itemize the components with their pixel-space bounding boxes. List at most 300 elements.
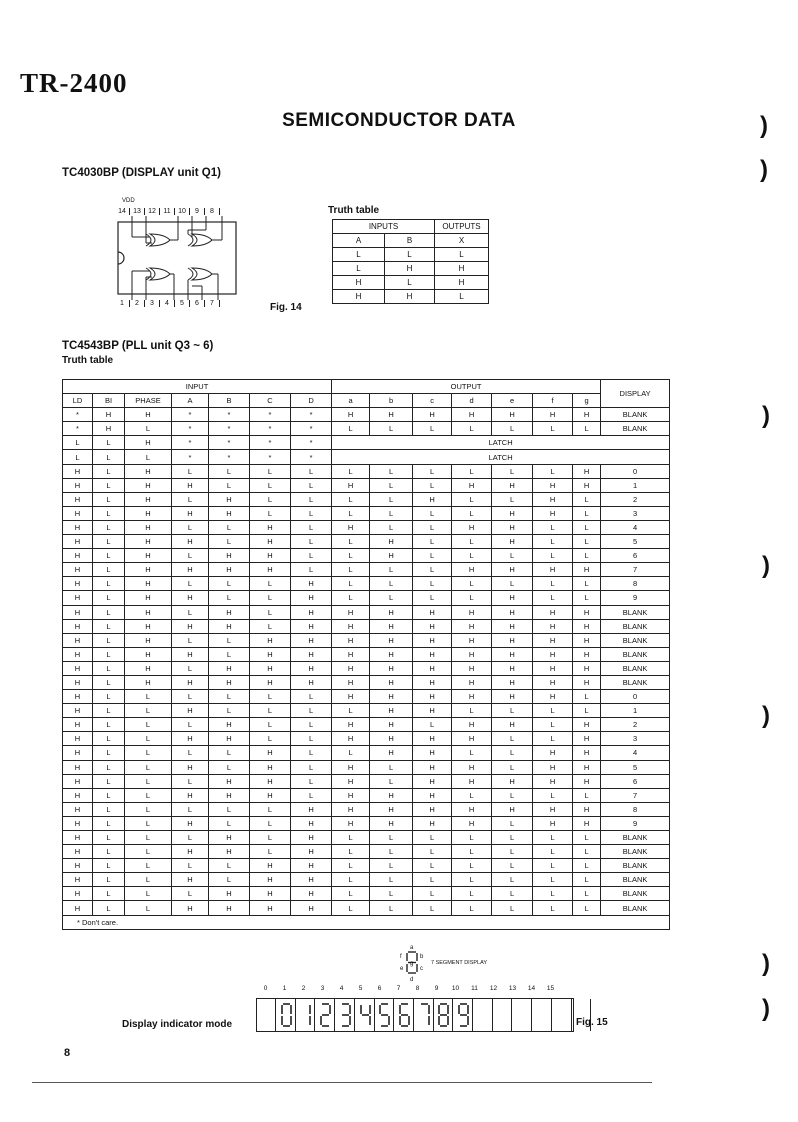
table-row (63, 506, 670, 520)
display-cell: BLANK (601, 422, 670, 436)
cell: L (413, 591, 452, 605)
cell: L (413, 845, 452, 859)
cell: H (125, 464, 172, 478)
cell: H (370, 647, 413, 661)
column-header: f (533, 394, 573, 408)
digit-cell (336, 999, 355, 1031)
segment-label: b (420, 954, 424, 960)
segment-label: g (410, 961, 414, 967)
digit-cell (277, 999, 296, 1031)
chip2-heading: TC4543BP (PLL unit Q3 ~ 6) (62, 340, 214, 352)
cell: H (492, 802, 533, 816)
cell: L (172, 549, 209, 563)
digit-glyph (296, 999, 315, 1031)
cell: H (413, 661, 452, 675)
mode-index: 7 (396, 985, 401, 992)
cell: L (370, 563, 413, 577)
column-header: A (333, 234, 385, 248)
cell: L (125, 859, 172, 873)
digit-glyph (277, 999, 296, 1031)
cell: H (63, 704, 93, 718)
digit-glyph (493, 999, 512, 1031)
cell: L (250, 492, 291, 506)
cell: L (93, 873, 125, 887)
cell: H (63, 535, 93, 549)
cell: H (452, 661, 492, 675)
cell: L (250, 690, 291, 704)
cell: H (63, 901, 93, 915)
cell: L (125, 788, 172, 802)
page-title: SEMICONDUCTOR DATA (282, 110, 516, 131)
cell: H (413, 802, 452, 816)
cell: H (172, 845, 209, 859)
pin-label: 9 (190, 208, 205, 215)
table-row (63, 901, 670, 915)
cell: H (63, 661, 93, 675)
mode-index: 10 (451, 985, 460, 992)
cell: L (291, 788, 332, 802)
cell: H (93, 422, 125, 436)
xor-truth-table (332, 219, 489, 304)
column-header-row (63, 394, 670, 408)
cell: H (63, 647, 93, 661)
cell: H (125, 520, 172, 534)
pin-label: 3 (145, 300, 160, 307)
digit-cell (395, 999, 414, 1031)
cell: H (172, 901, 209, 915)
cell: H (573, 408, 601, 422)
digit-glyph (474, 999, 493, 1031)
cell: H (413, 774, 452, 788)
cell: * (209, 408, 250, 422)
cell: L (209, 690, 250, 704)
cell: L (291, 535, 332, 549)
display-cell: 1 (601, 704, 670, 718)
cell: L (413, 563, 452, 577)
display-cell: BLANK (601, 845, 670, 859)
cell: H (172, 535, 209, 549)
cell: L (492, 788, 533, 802)
display-cell: 7 (601, 788, 670, 802)
table-row (63, 422, 670, 436)
cell: H (533, 675, 573, 689)
cell: H (452, 605, 492, 619)
cell: L (533, 831, 573, 845)
latch-cell: LATCH (332, 436, 670, 450)
cell: L (125, 746, 172, 760)
cell: L (332, 422, 370, 436)
cell: H (573, 478, 601, 492)
cell: H (332, 760, 370, 774)
cell: H (492, 675, 533, 689)
digit-glyph (553, 999, 572, 1031)
cell: L (413, 549, 452, 563)
cell: L (452, 492, 492, 506)
cell: H (291, 675, 332, 689)
segment-label: a (410, 945, 414, 951)
cell: H (63, 760, 93, 774)
cell: H (250, 535, 291, 549)
cell: L (492, 704, 533, 718)
cell: L (573, 845, 601, 859)
display-cell: BLANK (601, 873, 670, 887)
cell: L (250, 732, 291, 746)
cell: H (125, 478, 172, 492)
digit-cell (257, 999, 276, 1031)
cell: L (93, 887, 125, 901)
cell: H (435, 262, 489, 276)
mode-index: 5 (358, 985, 363, 992)
cell: L (250, 464, 291, 478)
cell: H (125, 436, 172, 450)
cell: H (370, 704, 413, 718)
cell: L (209, 873, 250, 887)
column-header: c (413, 394, 452, 408)
table-row (63, 408, 670, 422)
cell: L (533, 845, 573, 859)
cell: H (452, 647, 492, 661)
cell: H (63, 873, 93, 887)
cell: L (492, 859, 533, 873)
cell: H (63, 492, 93, 506)
column-header: B (209, 394, 250, 408)
cell: H (172, 732, 209, 746)
table-row (63, 563, 670, 577)
pin-label: 2 (130, 300, 145, 307)
cell: L (370, 506, 413, 520)
cell: H (172, 506, 209, 520)
display-cell: 5 (601, 535, 670, 549)
cell: L (573, 831, 601, 845)
cell: L (533, 577, 573, 591)
cell: L (209, 760, 250, 774)
column-header: e (492, 394, 533, 408)
cell: L (413, 464, 452, 478)
binding-hole-icon: ) (762, 702, 770, 729)
display-cell: BLANK (601, 887, 670, 901)
digit-cell (474, 999, 493, 1031)
cell: H (125, 605, 172, 619)
cell: L (63, 450, 93, 464)
cell: L (573, 422, 601, 436)
cell: L (125, 450, 172, 464)
cell: L (492, 845, 533, 859)
cell: H (250, 788, 291, 802)
cell: L (209, 478, 250, 492)
cell: H (125, 549, 172, 563)
cell: L (533, 887, 573, 901)
cell: H (370, 408, 413, 422)
cell: H (332, 520, 370, 534)
cell: L (492, 746, 533, 760)
cell: L (333, 262, 385, 276)
cell: L (452, 831, 492, 845)
table-row (63, 704, 670, 718)
cell: L (573, 492, 601, 506)
cell: H (332, 690, 370, 704)
cell: H (250, 563, 291, 577)
cell: H (533, 647, 573, 661)
cell: L (573, 859, 601, 873)
cell: L (93, 718, 125, 732)
cell: H (370, 535, 413, 549)
cell: L (93, 506, 125, 520)
display-cell: 2 (601, 718, 670, 732)
cell: L (492, 901, 533, 915)
cell: L (250, 816, 291, 830)
cell: H (63, 675, 93, 689)
vdd-label: VDD (122, 198, 135, 204)
cell: L (209, 577, 250, 591)
cell: H (125, 506, 172, 520)
cell: L (452, 704, 492, 718)
cell: L (209, 802, 250, 816)
cell: L (291, 563, 332, 577)
table-row (333, 276, 489, 290)
cell: L (370, 591, 413, 605)
cell: H (332, 661, 370, 675)
cell: * (291, 450, 332, 464)
cell: H (573, 746, 601, 760)
digit-cell (316, 999, 335, 1031)
cell: L (413, 478, 452, 492)
cell: L (125, 873, 172, 887)
cell: L (452, 591, 492, 605)
cell: H (492, 605, 533, 619)
cell: L (533, 901, 573, 915)
table-row (333, 248, 489, 262)
cell: H (492, 520, 533, 534)
cell: H (209, 506, 250, 520)
cell: L (533, 535, 573, 549)
cell: L (533, 873, 573, 887)
digit-glyph (533, 999, 552, 1031)
digit-glyph (375, 999, 394, 1031)
cell: H (291, 816, 332, 830)
cell: L (573, 887, 601, 901)
cell: L (125, 760, 172, 774)
cell: L (332, 859, 370, 873)
cell: H (452, 690, 492, 704)
cell: L (533, 422, 573, 436)
table-row (63, 478, 670, 492)
cell: L (291, 506, 332, 520)
cell: L (172, 605, 209, 619)
cell: H (370, 633, 413, 647)
cell: L (452, 422, 492, 436)
cell: H (533, 633, 573, 647)
cell: H (452, 619, 492, 633)
cell: H (63, 591, 93, 605)
cell: L (452, 577, 492, 591)
cell: H (125, 535, 172, 549)
display-cell: 4 (601, 520, 670, 534)
cell: H (209, 605, 250, 619)
cell: H (452, 718, 492, 732)
cell: L (93, 732, 125, 746)
cell: H (125, 647, 172, 661)
cell: L (93, 520, 125, 534)
cell: H (332, 802, 370, 816)
cell: H (63, 816, 93, 830)
cell: L (93, 690, 125, 704)
cell: L (93, 619, 125, 633)
cell: * (172, 450, 209, 464)
cell: L (332, 704, 370, 718)
cell: L (125, 802, 172, 816)
table-row (63, 492, 670, 506)
ic-pinout-diagram (112, 216, 272, 300)
cell: L (172, 661, 209, 675)
cell: L (573, 506, 601, 520)
digit-cell (513, 999, 532, 1031)
cell: H (435, 276, 489, 290)
table-row (63, 549, 670, 563)
cell: H (172, 675, 209, 689)
column-header: BI (93, 394, 125, 408)
cell: L (573, 535, 601, 549)
cell: L (125, 831, 172, 845)
cell: H (413, 704, 452, 718)
cell: H (125, 591, 172, 605)
digit-cell (356, 999, 375, 1031)
cell: H (370, 549, 413, 563)
cell: L (250, 845, 291, 859)
cell: H (250, 661, 291, 675)
cell: L (332, 535, 370, 549)
page-number: 8 (64, 1047, 71, 1059)
cell: L (370, 577, 413, 591)
cell: L (93, 549, 125, 563)
cell: L (209, 520, 250, 534)
cell: L (332, 746, 370, 760)
cell: H (291, 873, 332, 887)
cell: * (172, 436, 209, 450)
cell: H (492, 661, 533, 675)
cell: H (533, 816, 573, 830)
cell: L (332, 887, 370, 901)
cell: L (533, 704, 573, 718)
truth-table-caption: Truth table (328, 205, 380, 216)
cell: L (291, 774, 332, 788)
cell: L (125, 690, 172, 704)
cell: H (250, 675, 291, 689)
display-cell: 6 (601, 549, 670, 563)
cell: L (125, 774, 172, 788)
cell: H (291, 887, 332, 901)
cell: H (573, 661, 601, 675)
chip2-subheading: Truth table (62, 355, 114, 366)
display-cell: BLANK (601, 633, 670, 647)
mode-index: 8 (415, 985, 420, 992)
cell: H (370, 718, 413, 732)
cell: H (172, 647, 209, 661)
table-row (63, 633, 670, 647)
cell: H (209, 661, 250, 675)
column-header: D (291, 394, 332, 408)
cell: H (250, 859, 291, 873)
cell: H (492, 690, 533, 704)
cell: H (533, 478, 573, 492)
cell: L (93, 492, 125, 506)
display-cell: 9 (601, 816, 670, 830)
cell: H (413, 760, 452, 774)
cell: * (63, 408, 93, 422)
cell: H (533, 605, 573, 619)
cell: H (333, 290, 385, 304)
mode-index: 12 (489, 985, 498, 992)
cell: * (172, 408, 209, 422)
cell: H (332, 605, 370, 619)
digit-cell (553, 999, 572, 1031)
cell: L (413, 873, 452, 887)
cell: L (291, 478, 332, 492)
cell: H (291, 845, 332, 859)
cell: H (492, 506, 533, 520)
cell: H (291, 605, 332, 619)
cell: H (573, 732, 601, 746)
cell: L (332, 591, 370, 605)
cell: H (492, 563, 533, 577)
cell: L (533, 464, 573, 478)
cell: H (452, 816, 492, 830)
cell: L (93, 661, 125, 675)
display-cell: 9 (601, 591, 670, 605)
digit-glyph (316, 999, 335, 1031)
cell: H (250, 520, 291, 534)
digit-glyph (454, 999, 473, 1031)
cell: H (492, 718, 533, 732)
cell: H (533, 408, 573, 422)
display-cell: BLANK (601, 901, 670, 915)
cell: H (332, 633, 370, 647)
cell: L (172, 859, 209, 873)
cell: H (370, 746, 413, 760)
cell: * (209, 436, 250, 450)
cell: L (452, 901, 492, 915)
cell: L (93, 816, 125, 830)
cell: L (370, 901, 413, 915)
table-row (63, 520, 670, 534)
cell: L (452, 887, 492, 901)
mode-index: 13 (508, 985, 517, 992)
table-row (333, 262, 489, 276)
cell: L (125, 887, 172, 901)
display-cell: BLANK (601, 619, 670, 633)
cell: H (413, 732, 452, 746)
mode-index: 0 (263, 985, 268, 992)
cell: H (332, 732, 370, 746)
cell: H (332, 478, 370, 492)
cell: L (452, 464, 492, 478)
cell: H (63, 746, 93, 760)
cell: L (413, 901, 452, 915)
cell: * (291, 408, 332, 422)
binding-hole-icon: ) (760, 112, 768, 139)
cell: H (291, 591, 332, 605)
cell: L (172, 802, 209, 816)
cell: L (492, 577, 533, 591)
cell: * (250, 450, 291, 464)
cell: H (370, 605, 413, 619)
cell: L (492, 549, 533, 563)
mode-index: 2 (301, 985, 306, 992)
cell: H (452, 802, 492, 816)
cell: L (93, 605, 125, 619)
column-header: LD (63, 394, 93, 408)
cell: H (533, 506, 573, 520)
cell: H (413, 788, 452, 802)
